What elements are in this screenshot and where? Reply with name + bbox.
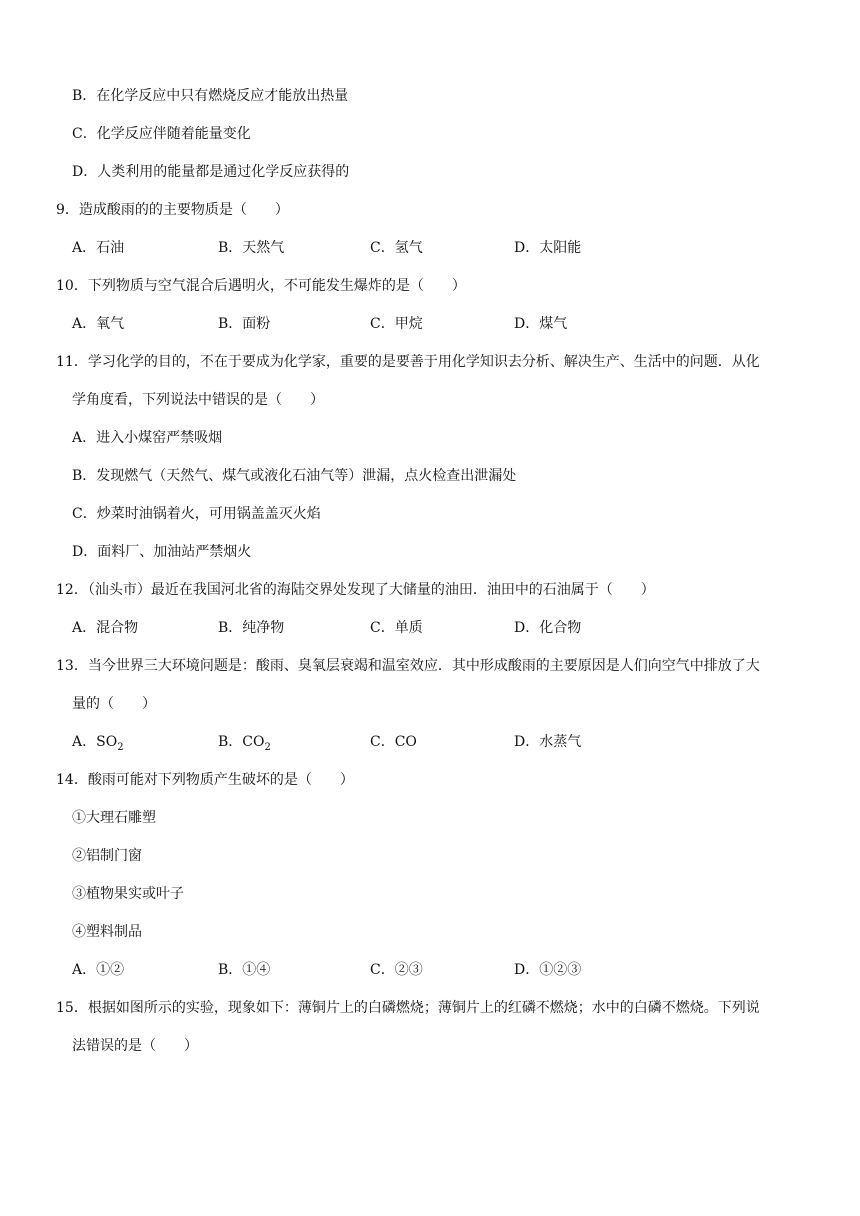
q13-choice-d: D．水蒸气 [514, 734, 582, 750]
q14-choice-a: A．①② [72, 962, 125, 978]
q12-choices [0, 618, 860, 638]
q13-stem-line1: 13．当今世界三大环境问题是：酸雨、臭氧层衰竭和温室效应．其中形成酸雨的主要原因是人们向空气中排放了大 [56, 658, 760, 674]
q14-stem: 14．酸雨可能对下列物质产生破坏的是（ ） [56, 772, 354, 788]
q9-choice-a: A．石油 [72, 240, 125, 256]
q14-item-1: ①大理石雕塑 [72, 810, 156, 826]
q9-choice-b: B．天然气 [218, 240, 285, 256]
q14-item-3: ③植物果实或叶子 [72, 886, 184, 902]
q12-choice-c: C．单质 [370, 620, 423, 636]
q10-stem: 10．下列物质与空气混合后遇明火，不可能发生爆炸的是（ ） [56, 278, 466, 294]
q15-stem-line1: 15．根据如图所示的实验，现象如下：薄铜片上的白磷燃烧；薄铜片上的红磷不燃烧；水中的白磷不燃烧。下列说 [56, 1000, 760, 1016]
q8-option-d: D．人类利用的能量都是通过化学反应获得的 [72, 164, 350, 180]
q8-option-c: C．化学反应伴随着能量变化 [72, 126, 251, 142]
q9-stem: 9．造成酸雨的的主要物质是（ ） [56, 202, 289, 218]
q14-item-2: ②铝制门窗 [72, 848, 142, 864]
q10-choice-a: A．氧气 [72, 316, 125, 332]
q10-choice-d: D．煤气 [514, 316, 568, 332]
q13-choice-a-text: A．SO [72, 734, 118, 750]
q14-choices [0, 960, 860, 980]
q11-option-b: B．发现燃气（天然气、煤气或液化石油气等）泄漏，点火检查出泄漏处 [72, 468, 517, 484]
q14-choice-c: C．②③ [370, 962, 423, 978]
q12-choice-b: B．纯净物 [218, 620, 285, 636]
q13-choice-a-subscript: 2 [117, 741, 124, 753]
q10-choice-c: C．甲烷 [370, 316, 423, 332]
q15-stem-line2: 法错误的是（ ） [72, 1038, 198, 1054]
q13-choice-a [72, 732, 124, 752]
q14-item-4: ④塑料制品 [72, 924, 142, 940]
q13-choice-b-subscript: 2 [264, 741, 271, 753]
q11-option-d: D．面料厂、加油站严禁烟火 [72, 544, 252, 560]
q11-stem-line2: 学角度看，下列说法中错误的是（ ） [72, 392, 324, 408]
q12-choice-a: A．混合物 [72, 620, 139, 636]
q13-choice-b [218, 732, 271, 752]
q13-choice-b-text: B．CO [218, 734, 265, 750]
q11-option-a: A．进入小煤窑严禁吸烟 [72, 430, 223, 446]
q9-choice-c: C．氢气 [370, 240, 423, 256]
q10-choice-b: B．面粉 [218, 316, 271, 332]
q12-choice-d: D．化合物 [514, 620, 582, 636]
q13-choice-c: C．CO [370, 734, 417, 750]
q13-stem-line2: 量的（ ） [72, 696, 156, 712]
q13-choices [0, 732, 860, 752]
q14-choice-b: B．①④ [218, 962, 271, 978]
q12-stem: 12．（汕头市）最近在我国河北省的海陆交界处发现了大储量的油田．油田中的石油属于（ ） [56, 582, 655, 598]
q10-choices [0, 314, 860, 334]
q8-option-b: B．在化学反应中只有燃烧反应才能放出热量 [72, 88, 349, 104]
q11-stem-line1: 11．学习化学的目的，不在于要成为化学家，重要的是要善于用化学知识去分析、解决生产、生活中的问题．从化 [56, 354, 760, 370]
q11-option-c: C．炒菜时油锅着火，可用锅盖盖灭火焰 [72, 506, 321, 522]
q9-choices [0, 238, 860, 258]
q14-choice-d: D．①②③ [514, 962, 582, 978]
q9-choice-d: D．太阳能 [514, 240, 582, 256]
